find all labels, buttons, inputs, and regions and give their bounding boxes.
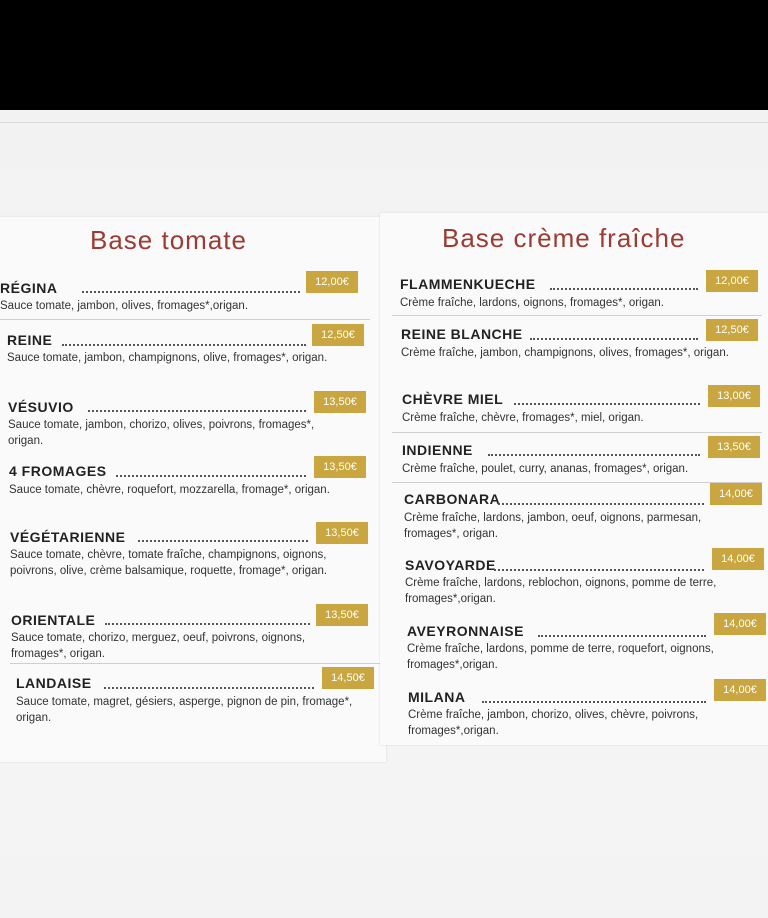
- price-badge: 14,00€: [714, 679, 766, 701]
- pizza-description: Crème fraîche, lardons, reblochon, oignons, pomme de terre, fromages*,origan.: [405, 577, 717, 605]
- price-badge: 12,50€: [706, 319, 758, 341]
- pizza-name: MILANA: [408, 689, 466, 705]
- price-badge: 14,00€: [714, 613, 766, 635]
- price-badge: 13,50€: [316, 522, 368, 544]
- pizza-name: LANDAISE: [16, 675, 92, 691]
- dot-leader: [88, 410, 306, 412]
- pizza-name: CARBONARA: [404, 491, 501, 507]
- divider: [392, 315, 762, 316]
- price-badge: 14,00€: [712, 548, 764, 570]
- pizza-description: Crème fraîche, jambon, champignons, olives, fromages*, origan.: [401, 347, 729, 359]
- pizza-description: Crème fraîche, chèvre, fromages*, miel, origan.: [402, 412, 644, 424]
- price-badge: 13,50€: [314, 391, 366, 413]
- dot-leader: [498, 503, 704, 505]
- dot-leader: [514, 403, 700, 405]
- section-heading: Base crème fraîche: [442, 223, 686, 253]
- dot-leader: [550, 288, 698, 290]
- pizza-description: Sauce tomate, chèvre, tomate fraîche, champignons, oignons, poivrons, olive, crème balsamique, roquette, fromage*, origan.: [10, 549, 328, 577]
- price-badge: 12,00€: [706, 270, 758, 292]
- pizza-description: Sauce tomate, chorizo, merguez, oeuf, poivrons, oignons, fromages*, origan.: [11, 632, 306, 660]
- dot-leader: [482, 701, 706, 703]
- pizza-name: RÉGINA: [0, 280, 58, 296]
- price-badge: 13,50€: [314, 456, 366, 478]
- dot-leader: [62, 344, 306, 346]
- menu-card-base-tomate: [0, 217, 386, 762]
- pizza-name: ORIENTALE: [11, 612, 96, 628]
- menu-card-base-creme-fraiche: [380, 213, 768, 745]
- pizza-description: Crème fraîche, lardons, pomme de terre, roquefort, oignons, fromages*,origan.: [407, 643, 714, 671]
- pizza-description: Crème fraîche, lardons, oignons, fromages*, origan.: [400, 297, 664, 309]
- pizza-description: Crème fraîche, lardons, jambon, oeuf, oignons, parmesan, fromages*, origan.: [404, 512, 702, 540]
- dot-leader: [82, 291, 300, 293]
- dot-leader: [494, 569, 704, 571]
- pizza-description: Sauce tomate, magret, gésiers, asperge, pignon de pin, fromage*, origan.: [16, 696, 353, 724]
- divider: [392, 482, 762, 483]
- pizza-name: SAVOYARDE: [405, 557, 496, 573]
- pizza-name: CHÈVRE MIEL: [402, 391, 504, 407]
- divider: [0, 319, 370, 320]
- pizza-name: 4 FROMAGES: [9, 463, 107, 479]
- dot-leader: [116, 475, 306, 477]
- dot-leader: [104, 687, 314, 689]
- price-badge: 13,50€: [708, 436, 760, 458]
- dot-leader: [105, 623, 310, 625]
- dot-leader: [138, 540, 308, 542]
- pizza-name: INDIENNE: [402, 442, 473, 458]
- price-badge: 14,00€: [710, 483, 762, 505]
- price-badge: 13,50€: [316, 604, 368, 626]
- pizza-description: Crème fraîche, jambon, chorizo, olives, chèvre, poivrons, fromages*,origan.: [408, 709, 699, 737]
- top-black-bar: [0, 0, 768, 110]
- pizza-name: VÉSUVIO: [8, 399, 74, 415]
- pizza-description: Crème fraîche, poulet, curry, ananas, fromages*, origan.: [402, 463, 689, 475]
- pizza-name: AVEYRONNAISE: [407, 623, 524, 639]
- pizza-description: Sauce tomate, chèvre, roquefort, mozzarella, fromage*, origan.: [9, 484, 330, 496]
- pizza-description: Sauce tomate, jambon, chorizo, olives, poivrons, fromages*, origan.: [8, 419, 315, 447]
- section-heading: Base tomate: [90, 225, 247, 255]
- price-badge: 12,00€: [306, 271, 358, 293]
- pizza-description: Sauce tomate, jambon, champignons, olive, fromages*, origan.: [7, 352, 328, 364]
- dot-leader: [488, 454, 700, 456]
- dot-leader: [530, 338, 698, 340]
- pizza-name: REINE BLANCHE: [401, 326, 523, 342]
- price-badge: 13,00€: [708, 385, 760, 407]
- scan-edge-line: [0, 122, 768, 123]
- pizza-description: Sauce tomate, jambon, olives, fromages*,origan.: [0, 300, 249, 312]
- divider: [10, 663, 380, 664]
- pizza-name: VÉGÉTARIENNE: [10, 529, 126, 545]
- divider: [392, 432, 762, 433]
- pizza-name: FLAMMENKUECHE: [400, 276, 536, 292]
- pizza-name: REINE: [7, 332, 53, 348]
- price-badge: 12,50€: [312, 324, 364, 346]
- dot-leader: [538, 635, 706, 637]
- price-badge: 14,50€: [322, 667, 374, 689]
